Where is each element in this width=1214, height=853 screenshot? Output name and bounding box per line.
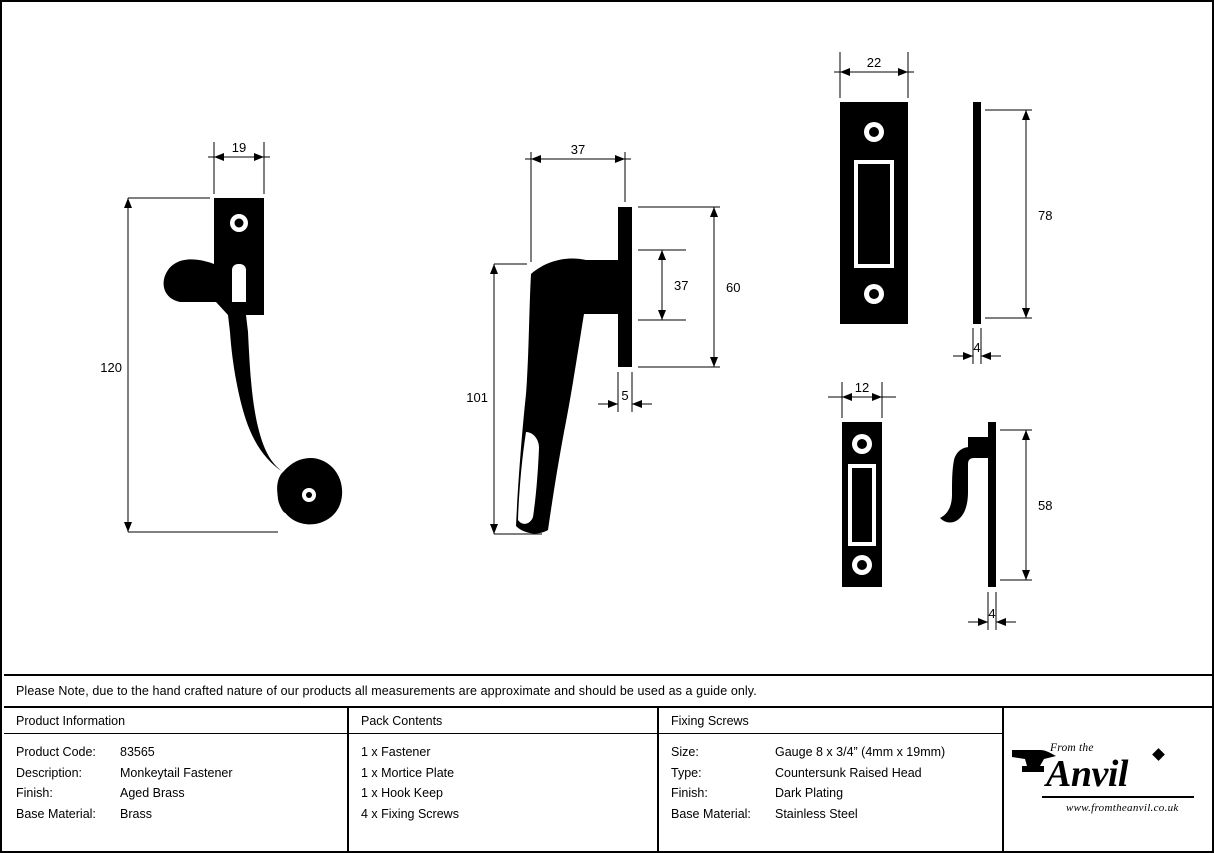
pack-contents-column: [349, 708, 659, 853]
table-row: [16, 783, 347, 804]
screw-type-value: Countersunk Raised Head: [775, 765, 922, 780]
table-row: [671, 783, 1002, 804]
hook-keep-view: [828, 380, 1052, 630]
measurement-note-text: Please Note, due to the hand crafted nature of our products all measurements are approximate and should be used as a guide only.: [16, 684, 757, 698]
table-row: [16, 763, 347, 784]
product-code-label: Product Code:: [16, 745, 96, 759]
dim-hook-thickness: 4: [988, 606, 996, 621]
list-item: 1 x Hook Keep: [361, 786, 443, 800]
dim-hook-height: 58: [1038, 498, 1053, 513]
dim-mortice-thickness: 4: [973, 340, 981, 355]
pack-contents-header: Pack Contents: [349, 708, 657, 734]
mortice-plate-view: [834, 52, 1052, 364]
product-code-value: 83565: [120, 745, 155, 759]
description-value: Monkeytail Fastener: [120, 765, 233, 780]
screw-finish-value: Dark Plating: [775, 786, 844, 800]
brand-logo: [1004, 708, 1210, 853]
screw-base-material-value: Stainless Steel: [775, 806, 858, 821]
table-row: [671, 804, 1002, 825]
table-row: [671, 763, 1002, 784]
finish-label: Finish:: [16, 786, 53, 800]
dim-mortice-height: 78: [1038, 208, 1053, 223]
product-information-column: [4, 708, 349, 853]
dim-side-rose: 60: [726, 280, 741, 295]
screw-base-material-label: Base Material:: [671, 806, 751, 821]
fixing-screws-header: Fixing Screws: [659, 708, 1002, 734]
dim-side-plate-thickness: 5: [621, 388, 629, 403]
logo-line1: From the: [1050, 742, 1094, 754]
dim-side-width: 37: [570, 142, 586, 157]
logo-line2: Anvil: [1046, 753, 1128, 795]
diamond-icon: [1152, 748, 1165, 761]
description-label: Description:: [16, 765, 82, 780]
fixing-screws-column: [659, 708, 1004, 853]
logo-divider: [1042, 796, 1194, 798]
list-item: 4 x Fixing Screws: [361, 806, 459, 821]
side-view: [466, 142, 740, 534]
dim-side-height: 101: [466, 390, 488, 405]
screw-size-label: Size:: [671, 745, 699, 759]
table-row: [16, 742, 347, 763]
measurement-note: [4, 674, 1212, 706]
screw-size-value: Gauge 8 x 3/4” (4mm x 19mm): [775, 745, 946, 759]
base-material-value: Brass: [120, 806, 152, 821]
dim-front-width: 19: [231, 140, 247, 155]
list-item: 1 x Fastener: [361, 745, 431, 759]
dim-mortice-width: 22: [866, 55, 882, 70]
dim-hook-width: 12: [854, 380, 870, 395]
base-material-label: Base Material:: [16, 806, 96, 821]
product-information-header: Product Information: [4, 708, 347, 734]
table-row: [16, 804, 347, 825]
table-row: [671, 742, 1002, 763]
dim-side-spindle: 37: [674, 278, 689, 293]
finish-value: Aged Brass: [120, 786, 185, 800]
logo-url: www.fromtheanvil.co.uk: [1066, 802, 1179, 814]
front-view: [100, 140, 342, 532]
screw-type-label: Type:: [671, 765, 702, 780]
screw-finish-label: Finish:: [671, 786, 708, 800]
dim-front-height: 120: [100, 360, 122, 375]
list-item: 1 x Mortice Plate: [361, 765, 455, 780]
product-info-table: [4, 706, 1212, 853]
